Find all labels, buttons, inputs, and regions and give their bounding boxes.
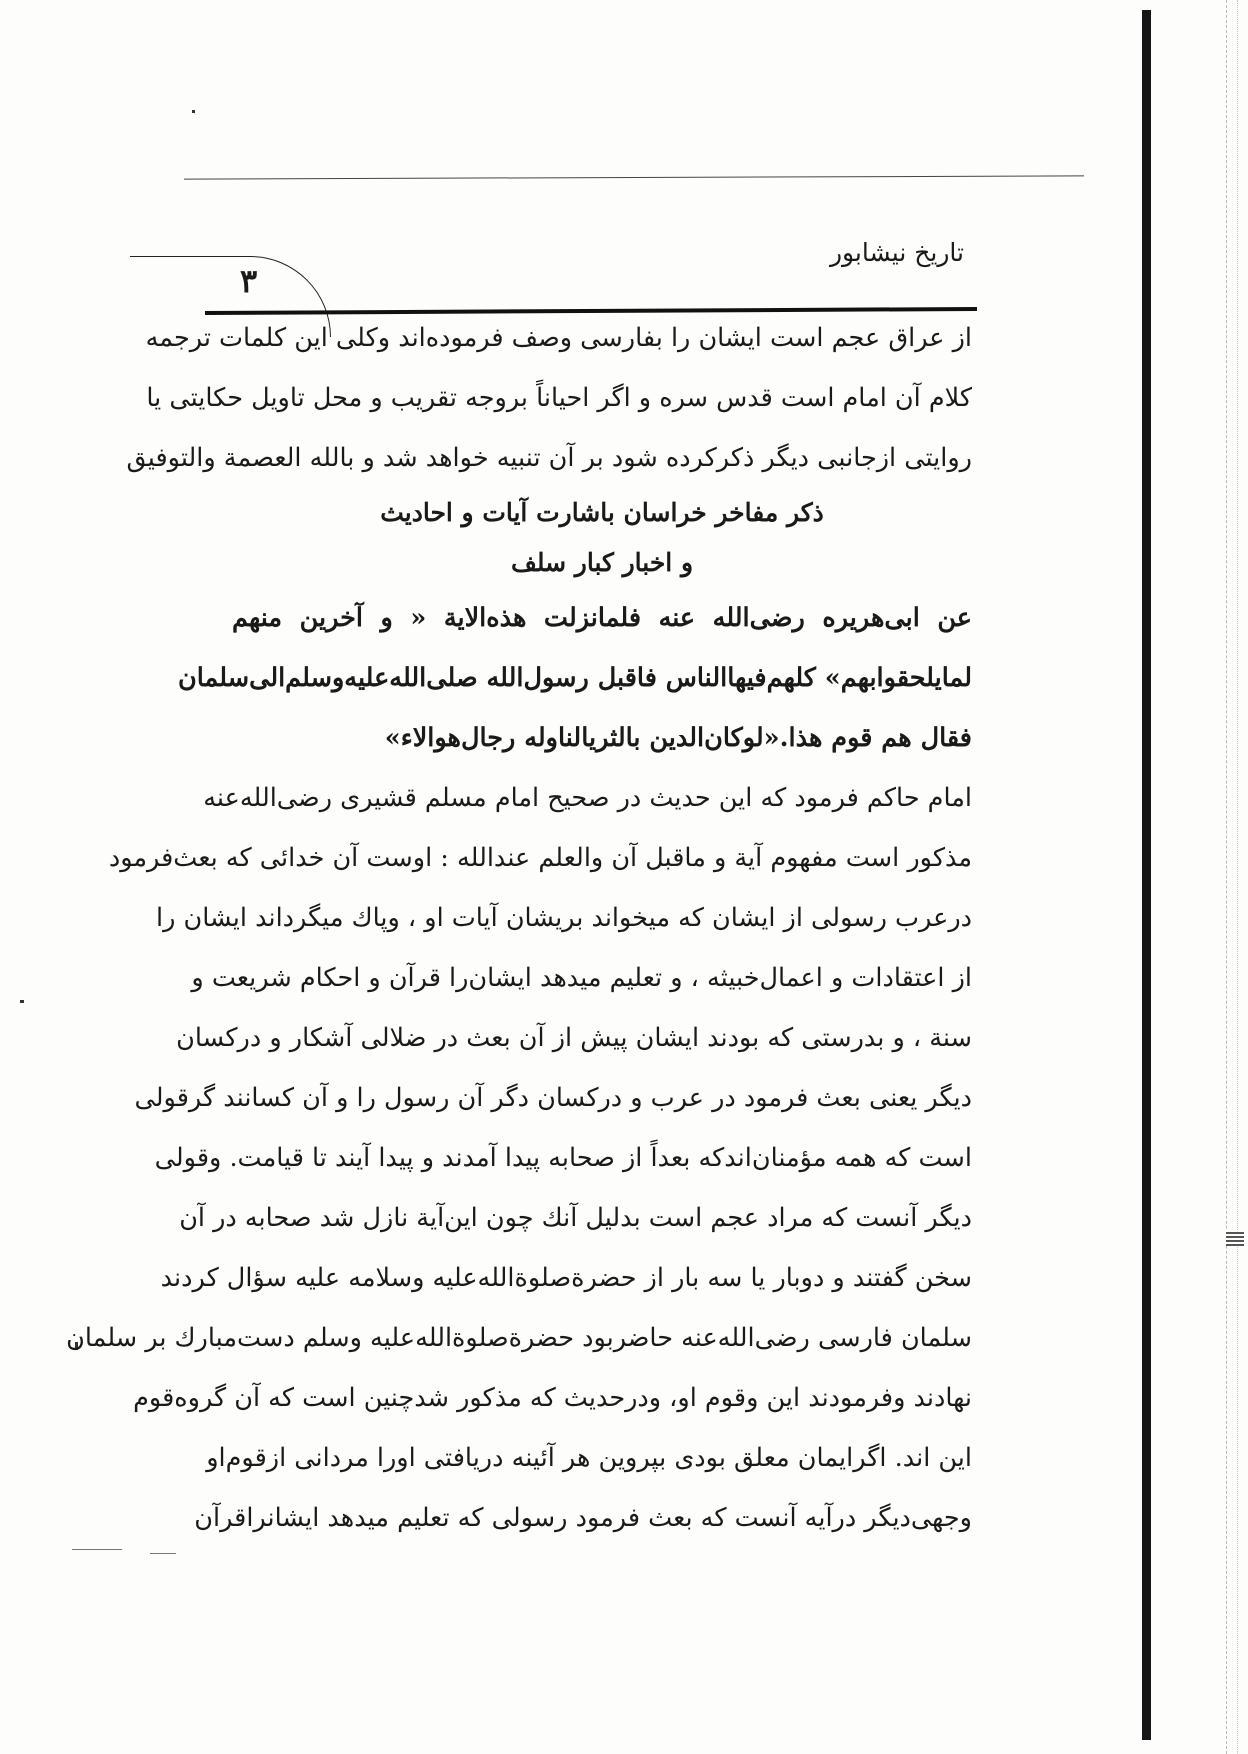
section-heading: ذکر مفاخر خراسان باشارت آیات و احادیث xyxy=(380,498,824,527)
scan-dash xyxy=(72,1549,122,1550)
scan-dot xyxy=(20,1000,24,1003)
text-line: از اعتقادات و اعمال‌خبیثه ، و تعلیم میدهد ایشان‌را قرآن و احکام شریعت و xyxy=(191,963,972,993)
text-line: دیگر یعنی بعث فرمود در عرب و درکسان دگر آن رسول را و آن کسانند گرقولی xyxy=(134,1083,972,1113)
text-line: نهادند وفرمودند این وقوم او، ودرحدیث که مذکور شدچنین است که آن گروه‌قوم xyxy=(133,1383,972,1413)
hadith-line: فقال هم قوم هذا.«لوکان‌الدین بالثریالناوله رجال‌هوالاء» xyxy=(384,723,972,753)
hadith-line: لمایلحقوابهم» کلهم‌فیها‌الناس فاقبل رسول‌الله صلی‌الله‌علیه‌وسلم‌الی‌سلمان xyxy=(178,663,972,693)
scan-dot xyxy=(192,110,195,113)
page-number: ۳ xyxy=(240,262,258,300)
running-title: تاریخ نیشابور xyxy=(829,238,964,267)
text-line: این اند. اگرایمان معلق بودی بپروین هر آئینه دریافتی اورا مردانی ازقوم‌او xyxy=(206,1443,972,1473)
text-line: سلمان فارسی رضی‌الله‌عنه حاضربود حضرة‌صلوة‌الله‌علیه وسلم دست‌مبارك بر سلمان xyxy=(66,1323,972,1353)
scan-top-line xyxy=(184,175,1084,179)
page-body xyxy=(66,308,972,1548)
hadith-line: عن ابی‌هریره رضی‌الله عنه فلمانزلت هذه‌الایة « و آخرین منهم xyxy=(232,603,972,633)
text-line: از عراق عجم است ایشان را بفارسی وصف فرموده‌اند وکلی این کلمات ترجمه xyxy=(145,323,972,353)
text-line: است که همه مؤمنان‌اندکه بعداً از صحابه پیدا آمدند و پیدا آیند تا قیامت. وقولی xyxy=(154,1143,972,1173)
scan-edge-line xyxy=(1237,0,1239,1754)
scan-dash xyxy=(150,1553,176,1554)
binding-shadow xyxy=(1142,10,1151,1740)
text-line: امام حاکم فرمود که این حدیث در صحیح امام مسلم قشیری رضی‌الله‌عنه xyxy=(203,783,972,813)
text-line: روایتی ازجانبی دیگر ذکرکرده شود بر آن تنبیه خواهد شد و بالله العصمة والتوفیق xyxy=(126,443,972,473)
text-line: درعرب رسولی از ایشان که میخواند بریشان آیات او ، وپاك میگرداند ایشان را xyxy=(156,903,972,933)
text-line: کلام آن امام است قدس سره و اگر احیاناً بروجه تقریب و محل تاویل حکایتی یا xyxy=(146,383,972,413)
text-line: سخن گفتند و دوبار یا سه بار از حضرة‌صلوة‌الله‌علیه وسلامه علیه سؤال کردند xyxy=(160,1263,972,1293)
text-line: دیگر آنست که مراد عجم است بدلیل آنك چون این‌آیة نازل شد صحابه در آن xyxy=(179,1203,972,1233)
scan-edge-line xyxy=(1226,0,1228,1754)
section-heading-continued: و اخبار کبار سلف xyxy=(510,548,694,577)
text-line: سنة ، و بدرستی که بودند ایشان پیش از آن بعث در ضلالی آشکار و درکسان xyxy=(176,1023,972,1053)
scan-edge-mark xyxy=(1226,1230,1244,1246)
text-line: مذکور است مفهوم آیة و ماقبل آن والعلم عندالله : اوست آن خدائی که بعث‌فرمود xyxy=(108,843,972,873)
text-line: وجهی‌دیگر درآیه آنست که بعث فرمود رسولی که تعلیم میدهد ایشانراقرآن xyxy=(194,1503,972,1533)
